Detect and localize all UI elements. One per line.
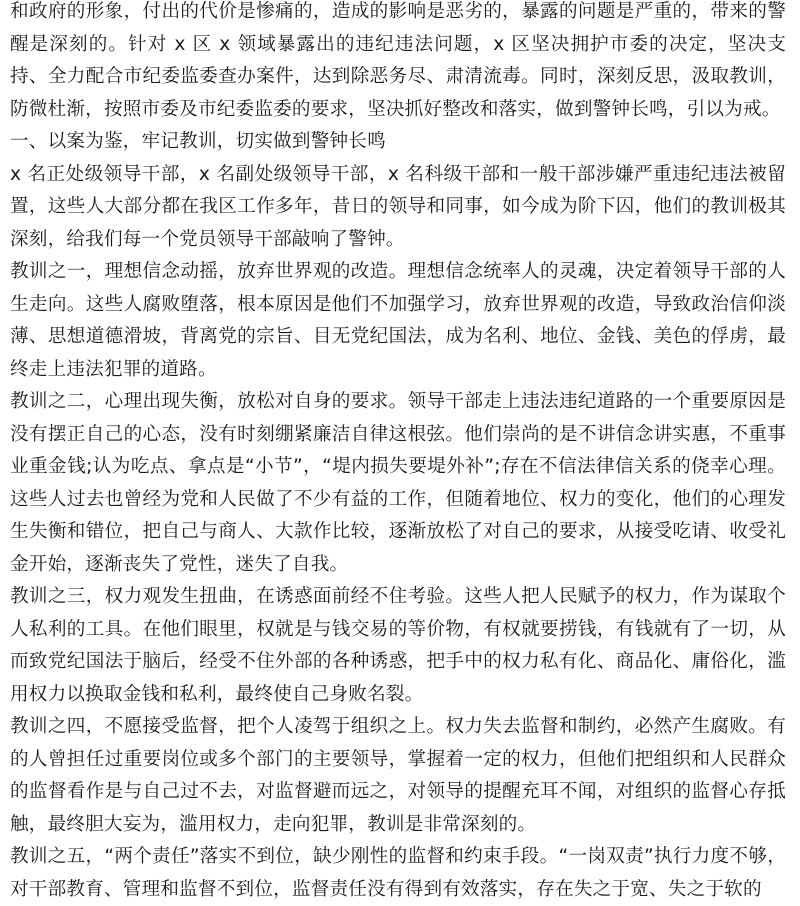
paragraph-intro: 和政府的形象，付出的代价是惨痛的，造成的影响是恶劣的，暴露的问题是严重的，带来的警醒是深刻的。针对 x 区 x 领域暴露出的违纪违法问题，x 区坚决拥护市委的决定，坚决支持、全力配合市纪委监委查办案件，达到除恶务尽、肃清流毒。同时，深刻反思，汲取教训，防微杜渐，按照市委及市纪委监委的要求，坚决抓好整改和落实，做到警钟长鸣，引以为戒。 (10, 1, 786, 120)
paragraph-lesson-2: 教训之二，心理出现失衡，放松对自身的要求。领导干部走上违法违纪道路的一个重要原因是没有摆正自己的心态，没有时刻绷紧廉洁自律这根弦。他们崇尚的是不讲信念讲实惠，不重事业重金钱;认为吃点、拿点是“小节”，“堤内损失要堤外补”;存在不信法律信关系的侥幸心理。这些人过去也曾经为党和人民做了不少有益的工作，但随着地位、权力的变化，他们的心理发生失衡和错位，把自己与商人、大款作比较，逐渐放松了对自己的要求，从接受吃请、收受礼金开始，逐渐丧失了党性，迷失了自我。 (10, 391, 786, 575)
paragraph-lesson-5: 教训之五，“两个责任”落实不到位，缺少刚性的监督和约束手段。“一岗双责”执行力度不够，对干部教育、管理和监督不到位，监督责任没有得到有效落实，存在失之于宽、失之于软的 (10, 846, 786, 900)
section-heading: 一、以案为鉴，牢记教训，切实做到警钟长鸣 (10, 131, 386, 152)
paragraph-lesson-1: 教训之一，理想信念动摇，放弃世界观的改造。理想信念统率人的灵魂，决定着领导干部的人生走向。这些人腐败堕落，根本原因是他们不加强学习，放弃世界观的改造，导致政治信仰淡薄、思想道德滑坡，背离党的宗旨、目无党纪国法，成为名利、地位、金钱、美色的俘虏，最终走上违法犯罪的道路。 (10, 261, 786, 380)
paragraph-summary: x 名正处级领导干部，x 名副处级领导干部，x 名科级干部和一般干部涉嫌严重违纪违法被留置，这些人大部分都在我区工作多年，昔日的领导和同事，如今成为阶下囚，他们的教训极其深刻，给我们每一个党员领导干部敲响了警钟。 (10, 163, 786, 250)
paragraph-lesson-4: 教训之四，不愿接受监督，把个人凌驾于组织之上。权力失去监督和制约，必然产生腐败。有的人曾担任过重要岗位或多个部门的主要领导，掌握着一定的权力，但他们把组织和人民群众的监督看作是与自己过不去，对监督避而远之，对领导的提醒充耳不闻，对组织的监督心存抵触，最终胆大妄为，滥用权力，走向犯罪，教训是非常深刻的。 (10, 716, 786, 835)
document-body (10, 0, 786, 906)
paragraph-lesson-3: 教训之三，权力观发生扭曲，在诱惑面前经不住考验。这些人把人民赋予的权力，作为谋取个人私利的工具。在他们眼里，权就是与钱交易的等价物，有权就要捞钱，有钱就有了一切，从而致党纪国法于脑后，经受不住外部的各种诱惑，把手中的权力私有化、商品化、庸俗化，滥用权力以换取金钱和私利，最终使自己身败名裂。 (10, 586, 786, 705)
